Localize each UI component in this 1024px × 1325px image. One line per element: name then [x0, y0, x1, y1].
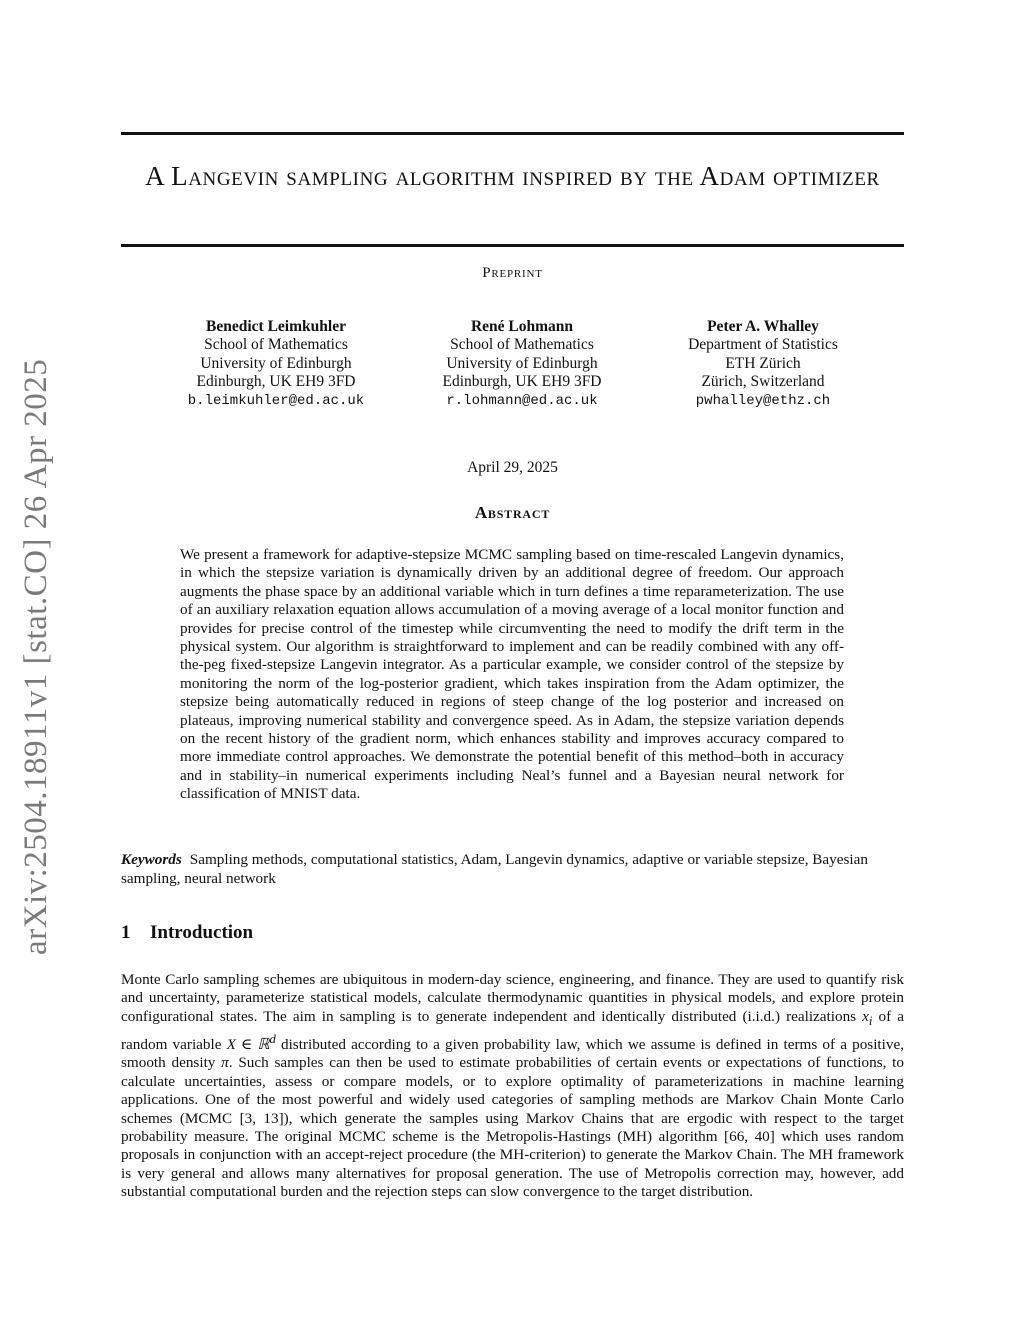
keywords-label: Keywords — [121, 851, 182, 868]
author-2 — [397, 318, 647, 410]
author-email[interactable]: b.leimkuhler@ed.ac.uk — [187, 392, 365, 409]
preprint-label: Preprint — [482, 265, 543, 281]
author-institution: University of Edinburgh — [200, 354, 352, 372]
math-x-in-rd: X ∈ ℝ$^d$ — [226, 1032, 276, 1054]
author-institution: ETH Zürich — [725, 354, 801, 372]
keywords-list: Sampling methods, computational statistics, Adam, Langevin dynamics, adaptive or variable stepsize, Bayesian sampling, neural network — [121, 851, 868, 887]
author-location: Zürich, Switzerland — [701, 373, 825, 391]
author-name: René Lohmann — [470, 318, 574, 335]
paper-title: A Langevin sampling algorithm inspired by the Adam optimizer — [145, 161, 880, 191]
intro-text-4: . Such samples can then be used to estimate probabilities of certain events or expectations of functions, to calculate uncertainties, assess or compare models, or to explore optimality of parameterizations in machine learning applications. One of the most powerful and widely used categories of sampling methods are Markov Chain Monte Carlo schemes (MCMC [3, 13]), which generate the samples using Markov Chains that are ergodic with respect to the target probability measure. The original MCMC scheme is the Metropolis-Hastings (MH) algorithm [66, 40] which uses random proposals in conjunction with an accept-reject procedure (the MH-criterion) to generate the Markov Chain. The MH framework is very general and allows many alternatives for proposal generation. The use of Metropolis correction may, however, add substantial computational burden and the rejection steps can slow convergence to the target distribution. — [121, 1054, 904, 1200]
author-department: School of Mathematics — [450, 336, 594, 354]
title-top-rule — [121, 132, 904, 135]
author-email[interactable]: pwhalley@ethz.ch — [695, 392, 831, 409]
intro-text-3: distributed according to a given probability law, which we assume is defined in terms of a positive, smooth density — [121, 1036, 904, 1072]
author-name: Peter A. Whalley — [707, 318, 819, 335]
author-email[interactable]: r.lohmann@ed.ac.uk — [446, 392, 598, 409]
author-institution: University of Edinburgh — [446, 354, 598, 372]
intro-text-1: Monte Carlo sampling schemes are ubiquitous in modern-day science, engineering, and finance. They are used to quantify risk and uncertainty, parameterize statistical models, calculate thermodynamic quantities in physical models, and explore protein configurational states. The aim in sampling is to generate independent and identically distributed (i.i.d.) realizations — [121, 971, 904, 1025]
section-title: Introduction — [150, 922, 254, 943]
arxiv-identifier-stamp: arXiv:2504.18911v1 [stat.CO] 26 Apr 2025 — [18, 358, 54, 955]
math-pi: π — [221, 1054, 229, 1072]
title-bottom-rule — [121, 244, 904, 247]
publication-date: April 29, 2025 — [467, 459, 558, 476]
author-department: School of Mathematics — [204, 336, 348, 354]
math-x-i: $x_i$ — [862, 1007, 873, 1028]
author-location: Edinburgh, UK EH9 3FD — [196, 373, 356, 391]
author-name: Benedict Leimkuhler — [206, 318, 346, 335]
author-location: Edinburgh, UK EH9 3FD — [442, 373, 602, 391]
intro-text-2: of a random variable — [121, 1007, 904, 1054]
abstract-body: We present a framework for adaptive-stepsize MCMC sampling based on time-rescaled Langevin dynamics, in which the stepsize variation is dynamically driven by an additional degree of freedom. Our approach augments the phase space by an additional variable which in turn defines a time reparameterization. The use of an auxiliary relaxation equation allows accumulation of a moving average of a local monitor function and provides for precise control of the timestep while circumventing the need to modify the drift term in the physical system. Our algorithm is straightforward to implement and can be readily combined with any off-the-peg fixed-stepsize Langevin integrator. As a particular example, we consider control of the stepsize by monitoring the norm of the log-posterior gradient, which takes inspiration from the Adam optimizer, the stepsize being automatically reduced in regions of steep change of the log posterior and increased on plateaus, improving numerical stability and convergence speed. As in Adam, the stepsize variation depends on the recent history of the gradient norm, which enhances stability and improves accuracy compared to more immediate control approaches. We demonstrate the potential benefit of this method–both in accuracy and in stability–in numerical experiments including Neal’s funnel and a Bayesian neural network for classification of MNIST data. — [180, 546, 844, 803]
section-heading-introduction — [121, 922, 253, 944]
keywords-line — [121, 850, 904, 888]
introduction-paragraph — [121, 971, 904, 1201]
author-3 — [638, 318, 888, 410]
section-number: 1 — [121, 922, 131, 943]
author-department: Department of Statistics — [688, 336, 838, 354]
author-1 — [151, 318, 401, 410]
abstract-heading: Abstract — [474, 503, 551, 522]
author-block — [121, 318, 904, 418]
